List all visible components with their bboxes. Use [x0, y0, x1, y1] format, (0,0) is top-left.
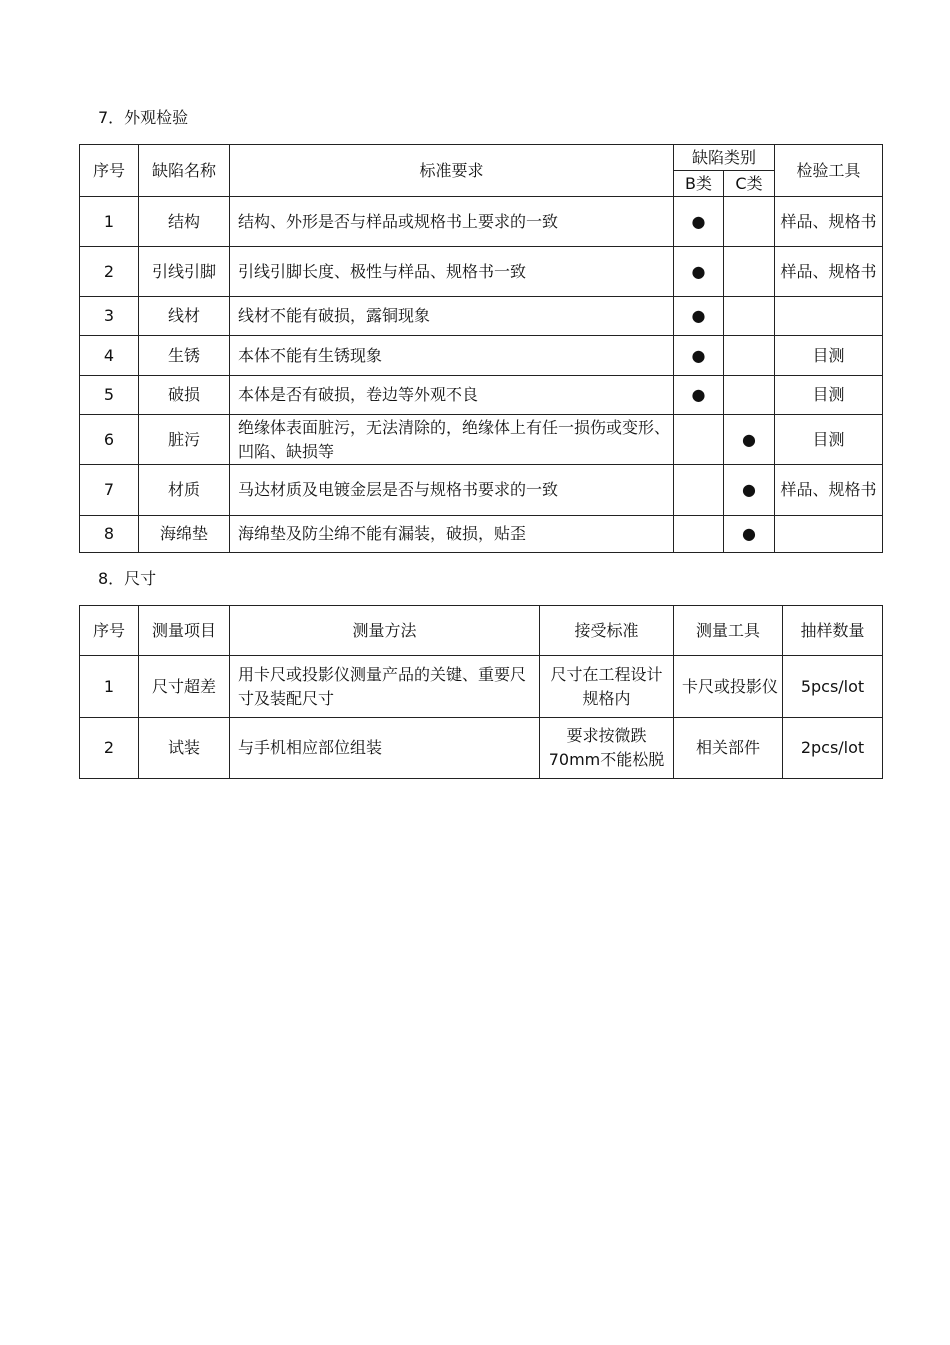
row-c-mark — [724, 336, 775, 376]
section-8-heading: 8．尺寸 — [98, 569, 157, 588]
row-tool — [775, 297, 883, 336]
row-standard: 本体是否有破损，卷边等外观不良 — [230, 376, 674, 415]
dimension-table — [79, 605, 883, 779]
row-b-mark: ● — [674, 297, 724, 336]
row-c-mark — [724, 247, 775, 297]
table-row — [80, 718, 883, 779]
row-c-mark — [724, 197, 775, 247]
table-row — [80, 415, 883, 465]
table-row — [80, 465, 883, 516]
row-defect-name: 结构 — [139, 197, 230, 247]
row-measure-method: 与手机相应部位组装 — [230, 718, 540, 779]
row-measure-tool: 相关部件 — [674, 718, 783, 779]
row-c-mark: ● — [724, 415, 775, 465]
row-defect-name: 海绵垫 — [139, 516, 230, 553]
row-tool: 样品、规格书 — [775, 465, 883, 516]
header-inspection-tool: 检验工具 — [775, 145, 883, 197]
row-defect-name: 引线引脚 — [139, 247, 230, 297]
row-measure-method: 用卡尺或投影仪测量产品的关键、重要尺寸及装配尺寸 — [230, 656, 540, 718]
row-b-mark: ● — [674, 197, 724, 247]
section-7-heading: 7．外观检验 — [98, 108, 189, 127]
row-acceptance-criteria: 要求按微跌70mm不能松脱 — [540, 718, 674, 779]
row-no: 4 — [80, 336, 139, 376]
row-standard: 绝缘体表面脏污，无法清除的，绝缘体上有任一损伤或变形、凹陷、缺损等 — [230, 415, 674, 465]
row-c-mark: ● — [724, 516, 775, 553]
row-b-mark — [674, 516, 724, 553]
row-standard: 海绵垫及防尘绵不能有漏装，破损，贴歪 — [230, 516, 674, 553]
row-standard: 线材不能有破损，露铜现象 — [230, 297, 674, 336]
row-no: 8 — [80, 516, 139, 553]
row-b-mark: ● — [674, 376, 724, 415]
row-no: 1 — [80, 656, 139, 718]
header-defect-name: 缺陷名称 — [139, 145, 230, 197]
row-measure-item: 试装 — [139, 718, 230, 779]
row-tool: 样品、规格书 — [775, 247, 883, 297]
table-row — [80, 376, 883, 415]
header-defect-category: 缺陷类别 — [674, 145, 775, 171]
row-defect-name: 脏污 — [139, 415, 230, 465]
row-no: 3 — [80, 297, 139, 336]
header-standard: 标准要求 — [230, 145, 674, 197]
row-tool — [775, 516, 883, 553]
row-defect-name: 破损 — [139, 376, 230, 415]
row-standard: 本体不能有生锈现象 — [230, 336, 674, 376]
header-measure-item: 测量项目 — [139, 606, 230, 656]
row-acceptance-criteria: 尺寸在工程设计规格内 — [540, 656, 674, 718]
row-no: 1 — [80, 197, 139, 247]
row-no: 7 — [80, 465, 139, 516]
header-measure-method: 测量方法 — [230, 606, 540, 656]
row-measure-tool: 卡尺或投影仪 — [674, 656, 783, 718]
appearance-inspection-table — [79, 144, 883, 553]
row-tool: 目测 — [775, 415, 883, 465]
header-category-c: C类 — [724, 171, 775, 197]
row-sample-quantity: 2pcs/lot — [783, 718, 883, 779]
row-c-mark — [724, 376, 775, 415]
row-b-mark — [674, 465, 724, 516]
row-tool: 目测 — [775, 336, 883, 376]
row-c-mark: ● — [724, 465, 775, 516]
header-sample-quantity: 抽样数量 — [783, 606, 883, 656]
row-b-mark: ● — [674, 336, 724, 376]
row-no: 2 — [80, 718, 139, 779]
row-defect-name: 线材 — [139, 297, 230, 336]
row-standard: 马达材质及电镀金层是否与规格书要求的一致 — [230, 465, 674, 516]
table-row — [80, 656, 883, 718]
table-row — [80, 297, 883, 336]
row-standard: 引线引脚长度、极性与样品、规格书一致 — [230, 247, 674, 297]
row-defect-name: 材质 — [139, 465, 230, 516]
row-tool: 样品、规格书 — [775, 197, 883, 247]
row-tool: 目测 — [775, 376, 883, 415]
row-no: 2 — [80, 247, 139, 297]
row-c-mark — [724, 297, 775, 336]
row-sample-quantity: 5pcs/lot — [783, 656, 883, 718]
row-no: 6 — [80, 415, 139, 465]
header-measure-tool: 测量工具 — [674, 606, 783, 656]
row-b-mark — [674, 415, 724, 465]
row-no: 5 — [80, 376, 139, 415]
table-row — [80, 247, 883, 297]
table-row — [80, 516, 883, 553]
table-row — [80, 197, 883, 247]
row-defect-name: 生锈 — [139, 336, 230, 376]
row-standard: 结构、外形是否与样品或规格书上要求的一致 — [230, 197, 674, 247]
row-b-mark: ● — [674, 247, 724, 297]
header-category-b: B类 — [674, 171, 724, 197]
table-row — [80, 336, 883, 376]
row-measure-item: 尺寸超差 — [139, 656, 230, 718]
header-no: 序号 — [80, 606, 139, 656]
header-no: 序号 — [80, 145, 139, 197]
header-acceptance-criteria: 接受标准 — [540, 606, 674, 656]
